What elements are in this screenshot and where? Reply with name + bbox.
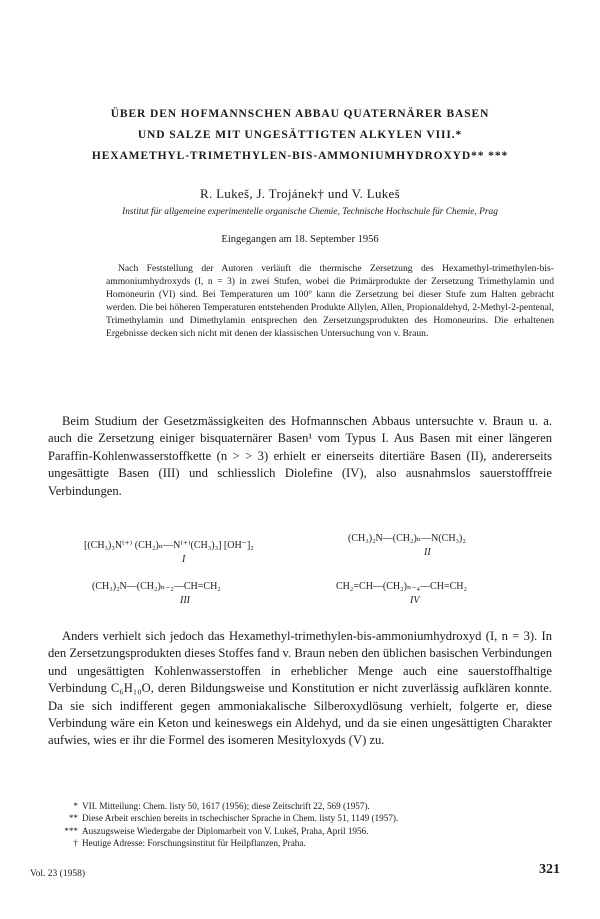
formula-I-expression: [(CH₃)₃N⁽⁺⁾ (CH₂)ₙ—N⁽⁺⁾(CH₃)₃] [OH⁻]₂ [84, 540, 254, 551]
body-paragraph-2: Anders verhielt sich jedoch das Hexamethyl-trimethylen-bis-ammoniumhydroxyd (I, n = 3). In den Zersetzungsprodukten dieses Stoffes fand v. Braun neben den üblichen basischen Verbindungen und ungesättigten Kohlenwasserstoffen in erheblicher Menge auch eine sauerstoffhaltige Verbindung C₆H₁₀O, deren Bildungsweise und Konstitution er nicht zuverlässig aufklären konnte. Da sie sich indifferent gegen ammoniakalische Silberoxydlösung verhielt, folgerte er, diese Verbindung wäre ein Keton und keineswegs ein Aldehyd, und da sie einen ungesättigten Charakter aufwies, wies er ihr die Formel des isomeren Mesityloxyds (V) zu. [48, 629, 552, 748]
body-paragraph-1: Beim Studium der Gesetzmässigkeiten des Hofmannschen Abbaus untersuchte v. Braun u. a. auch die Zersetzung einiger bisquaternärer Basen¹ vom Typus I. Aus Basen mit einer längeren Paraffin-Kohlenwasserstoffkette (n > > 3) erhielt er einerseits ditertiäre Basen (II), andererseits ungesättigte Basen (III) und schliesslich Diolefine (IV), also ausnahmslos sauerstofffreie Verbindungen. [48, 414, 552, 498]
footnote-4 [56, 837, 556, 849]
footnote-text: VII. Mitteilung: Chem. listy 50, 1617 (1956); diese Zeitschrift 22, 569 (1957). [82, 801, 370, 811]
title-line-3: HEXAMETHYL-TRIMETHYLEN-BIS-AMMONIUMHYDROXYD** *** [91, 150, 509, 162]
formula-II [348, 533, 466, 558]
formula-II-label: II [424, 547, 431, 558]
footnote-text: Heutige Adresse: Forschungsinstitut für Heilpflanzen, Praha. [82, 838, 306, 849]
formula-IV [336, 581, 467, 606]
formula-II-expression: (CH₃)₂N—(CH₂)ₙ—N(CH₃)₂ [348, 533, 466, 544]
formula-III-label: III [180, 595, 190, 606]
title-line-1: ÜBER DEN HOFMANNSCHEN ABBAU QUATERNÄRER BASEN [110, 108, 490, 120]
footnote-mark: *** [64, 825, 78, 836]
formula-I-label: I [182, 554, 186, 565]
formula-IV-expression: CH₂=CH—(CH₂)ₙ₋₄—CH=CH₂ [336, 581, 467, 592]
formula-III-expression: (CH₃)₂N—(CH₂)ₙ₋₂—CH=CH₂ [92, 581, 221, 592]
footnote-mark: † [73, 838, 78, 849]
article-title [40, 104, 560, 167]
formula-IV-label: IV [410, 595, 420, 606]
footnote-2 [56, 812, 556, 824]
authors: R. Lukeš, J. Trojánek† und V. Lukeš [200, 186, 400, 201]
formula-III [92, 581, 221, 606]
footnote-mark: * [73, 801, 78, 811]
title-line-2: UND SALZE MIT UNGESÄTTIGTEN ALKYLEN VIII.* [137, 129, 463, 141]
page-number: 321 [539, 862, 560, 877]
footnote-1 [56, 800, 556, 812]
footnotes [56, 800, 556, 850]
formula-I [84, 540, 254, 565]
footnote-text: Auszugsweise Wiedergabe der Diplomarbeit von V. Lukeš, Praha, April 1956. [82, 825, 369, 836]
footnote-text: Diese Arbeit erschien bereits in tschechischer Sprache in Chem. listy 51, 1149 (1957). [82, 813, 399, 824]
footnote-3 [56, 825, 556, 837]
received-date: Eingegangen am 18. September 1956 [221, 234, 379, 245]
journal-volume: Vol. 23 (1958) [30, 869, 85, 879]
affiliation: Institut für allgemeine experimentelle organische Chemie, Technische Hochschule für Chemie, Prag [122, 207, 498, 217]
footnote-mark: ** [68, 813, 78, 824]
abstract: Nach Feststellung der Autoren verläuft die thermische Zersetzung des Hexamethyl-trimethylen-bis-ammoniumhydroxyds (I, n = 3) in zwei Stufen, wobei die Primärprodukte der Zersetzung Trimethylamin und Homoneurin (VI) sind. Bei Temperaturen um 100° kann die Zersetzung bei dieser Stufe zum Halten gebracht werden. Die bei höheren Temperaturen entstehenden Produkte Allylen, Allen, Propionaldehyd, 2-Methyl-2-pentenal, Trimethylamin und Dimethylamin entsprechen den Zersetzungsprodukten des Homoneurins. Die erhaltenen Ergebnisse decken sich nicht mit denen der klassischen Untersuchung von v. Braun. [106, 263, 554, 339]
